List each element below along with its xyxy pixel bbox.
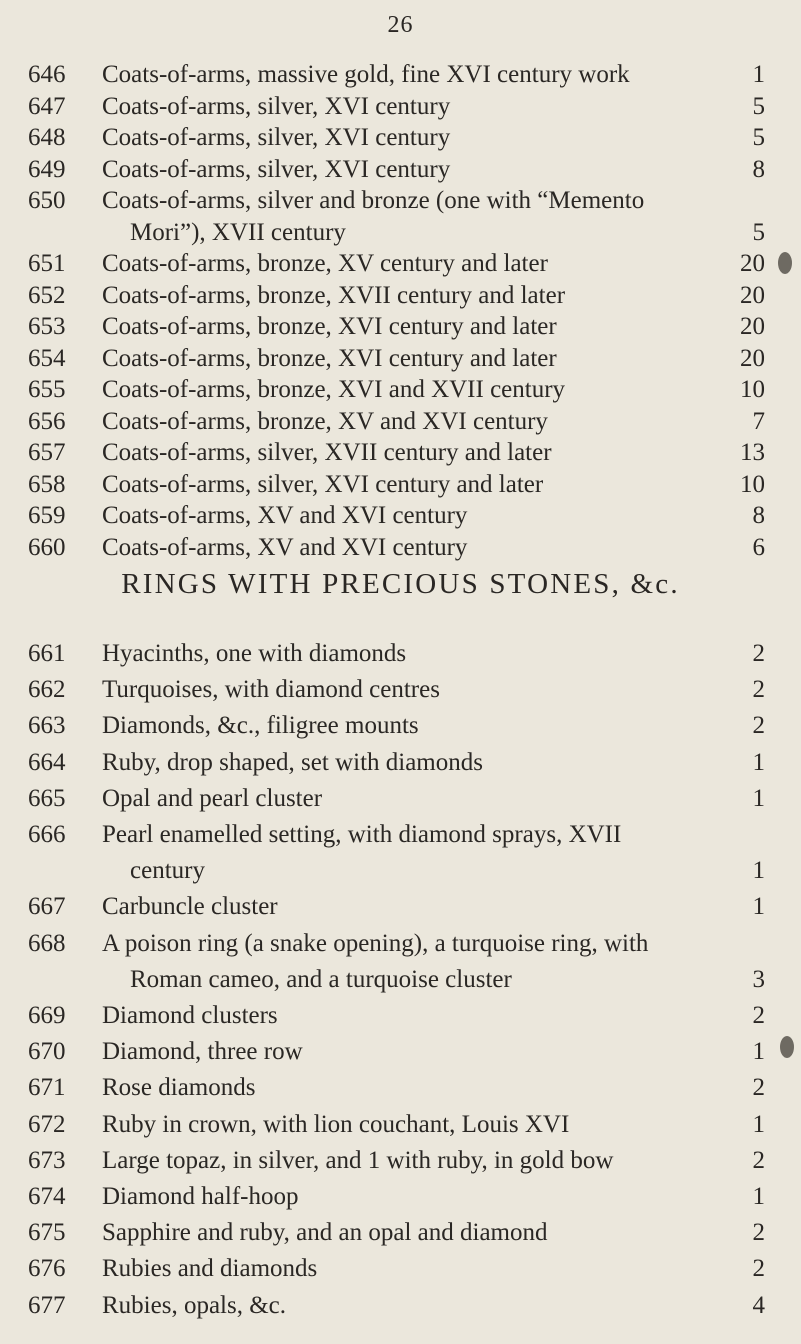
lot-number: 661 bbox=[28, 640, 66, 667]
item-quantity: 3 bbox=[752, 965, 765, 993]
item-description: Coats-of-arms, bronze, XV century and later bbox=[102, 250, 548, 277]
list-item bbox=[0, 818, 801, 852]
list-item bbox=[0, 405, 801, 439]
item-quantity: 2 bbox=[752, 712, 765, 740]
list-item bbox=[0, 436, 801, 470]
list-item bbox=[0, 90, 801, 124]
list-item-continuation bbox=[0, 963, 801, 997]
item-description: Coats-of-arms, XV and XVI century bbox=[102, 502, 468, 529]
lot-number: 652 bbox=[28, 281, 66, 309]
lot-number: 660 bbox=[28, 533, 66, 561]
lot-number: 646 bbox=[28, 61, 66, 88]
item-quantity: 1 bbox=[752, 748, 765, 776]
lot-number: 670 bbox=[28, 1038, 66, 1066]
lot-number: 648 bbox=[28, 124, 66, 151]
list-item bbox=[0, 999, 801, 1033]
item-quantity: 5 bbox=[752, 218, 765, 246]
list-item bbox=[0, 1180, 801, 1214]
item-quantity: 1 bbox=[752, 893, 765, 921]
list-item bbox=[0, 1252, 801, 1286]
list-item bbox=[0, 927, 801, 961]
item-description: Ruby in crown, with lion couchant, Louis XVI bbox=[102, 1110, 570, 1138]
lot-number: 649 bbox=[28, 155, 66, 183]
item-description: Coats-of-arms, bronze, XV and XVI century bbox=[102, 407, 548, 435]
item-quantity: 6 bbox=[752, 533, 765, 561]
list-item bbox=[0, 279, 801, 313]
item-description: Pearl enamelled setting, with diamond sprays, XVII bbox=[102, 821, 622, 848]
list-item bbox=[0, 184, 801, 218]
item-quantity: 1 bbox=[752, 857, 765, 885]
item-quantity: 20 bbox=[740, 281, 765, 309]
lot-number: 668 bbox=[28, 929, 66, 957]
lot-number: 672 bbox=[28, 1110, 66, 1138]
item-quantity: 1 bbox=[752, 1183, 765, 1210]
item-description: Coats-of-arms, bronze, XVII century and later bbox=[102, 281, 566, 309]
lot-number: 653 bbox=[28, 313, 66, 340]
item-quantity: 1 bbox=[752, 1110, 765, 1138]
list-item bbox=[0, 499, 801, 533]
list-item bbox=[0, 468, 801, 502]
item-description: Hyacinths, one with diamonds bbox=[102, 640, 407, 667]
item-description: Diamond half-hoop bbox=[102, 1183, 299, 1210]
item-quantity: 20 bbox=[740, 344, 765, 372]
item-quantity: 10 bbox=[740, 470, 765, 498]
item-description: Coats-of-arms, silver, XVII century and later bbox=[102, 439, 552, 466]
list-item bbox=[0, 890, 801, 924]
item-description-continued: Mori”), XVII century bbox=[130, 218, 346, 246]
item-description: Diamond clusters bbox=[102, 1002, 278, 1029]
list-item bbox=[0, 637, 801, 671]
item-quantity: 2 bbox=[752, 1255, 765, 1283]
lot-number: 659 bbox=[28, 502, 66, 529]
item-quantity: 2 bbox=[752, 640, 765, 667]
item-quantity: 2 bbox=[752, 1002, 765, 1029]
lot-number: 656 bbox=[28, 407, 66, 435]
item-quantity: 13 bbox=[740, 439, 765, 466]
page-number: 26 bbox=[387, 12, 414, 38]
lot-number: 654 bbox=[28, 344, 66, 372]
item-quantity: 5 bbox=[752, 92, 765, 120]
item-description: Coats-of-arms, bronze, XVI and XVII century bbox=[102, 376, 566, 403]
lot-number: 669 bbox=[28, 1002, 66, 1029]
lot-number: 676 bbox=[28, 1255, 66, 1283]
list-item bbox=[0, 342, 801, 376]
lot-number: 657 bbox=[28, 439, 66, 466]
item-quantity: 8 bbox=[752, 502, 765, 529]
list-item bbox=[0, 310, 801, 344]
item-description: A poison ring (a snake opening), a turquoise ring, with bbox=[102, 929, 649, 957]
list-item bbox=[0, 1071, 801, 1105]
lot-number: 673 bbox=[28, 1146, 66, 1174]
item-description-continued: century bbox=[130, 857, 205, 885]
lot-number: 647 bbox=[28, 92, 66, 120]
item-quantity: 4 bbox=[752, 1291, 765, 1319]
list-item bbox=[0, 1289, 801, 1323]
item-description: Coats-of-arms, silver, XVI century bbox=[102, 124, 451, 151]
item-quantity: 2 bbox=[752, 1219, 765, 1247]
list-item bbox=[0, 153, 801, 187]
item-description: Coats-of-arms, silver, XVI century bbox=[102, 155, 451, 183]
item-description-continued: Roman cameo, and a turquoise cluster bbox=[130, 965, 512, 993]
item-quantity: 20 bbox=[740, 313, 765, 340]
list-item bbox=[0, 1216, 801, 1250]
item-description: Coats-of-arms, bronze, XVI century and later bbox=[102, 344, 557, 372]
list-item bbox=[0, 709, 801, 743]
item-description: Coats-of-arms, silver, XVI century bbox=[102, 92, 451, 120]
item-description: Rose diamonds bbox=[102, 1074, 256, 1102]
item-description: Coats-of-arms, silver and bronze (one with “Memento bbox=[102, 187, 645, 214]
list-item bbox=[0, 1108, 801, 1142]
section-heading: RINGS WITH PRECIOUS STONES, &c. bbox=[121, 568, 680, 600]
item-quantity: 1 bbox=[752, 1038, 765, 1066]
item-description: Carbuncle cluster bbox=[102, 893, 278, 921]
item-description: Coats-of-arms, XV and XVI century bbox=[102, 533, 468, 561]
item-quantity: 2 bbox=[752, 676, 765, 704]
item-quantity: 8 bbox=[752, 155, 765, 183]
item-description: Large topaz, in silver, and 1 with ruby, in gold bow bbox=[102, 1146, 614, 1174]
lot-number: 662 bbox=[28, 676, 66, 704]
item-description: Coats-of-arms, massive gold, fine XVI century work bbox=[102, 61, 630, 88]
item-description: Rubies and diamonds bbox=[102, 1255, 318, 1283]
item-quantity: 2 bbox=[752, 1146, 765, 1174]
list-item bbox=[0, 247, 801, 281]
list-item bbox=[0, 1035, 801, 1069]
item-description: Sapphire and ruby, and an opal and diamond bbox=[102, 1219, 548, 1247]
lot-number: 663 bbox=[28, 712, 66, 740]
item-description: Coats-of-arms, bronze, XVI century and later bbox=[102, 313, 557, 340]
lot-number: 667 bbox=[28, 893, 66, 921]
lot-number: 658 bbox=[28, 470, 66, 498]
item-description: Rubies, opals, &c. bbox=[102, 1291, 287, 1319]
lot-number: 655 bbox=[28, 376, 66, 403]
list-item bbox=[0, 782, 801, 816]
binding-hole-lower bbox=[780, 1036, 794, 1058]
lot-number: 674 bbox=[28, 1183, 66, 1210]
item-quantity: 7 bbox=[752, 407, 765, 435]
item-description: Diamonds, &c., filigree mounts bbox=[102, 712, 419, 740]
lot-number: 664 bbox=[28, 748, 66, 776]
item-quantity: 20 bbox=[740, 250, 765, 277]
item-description: Ruby, drop shaped, set with diamonds bbox=[102, 748, 483, 776]
lot-number: 675 bbox=[28, 1219, 66, 1247]
item-quantity: 2 bbox=[752, 1074, 765, 1102]
binding-hole-upper bbox=[778, 252, 792, 274]
item-quantity: 5 bbox=[752, 124, 765, 151]
lot-number: 671 bbox=[28, 1074, 66, 1102]
item-description: Opal and pearl cluster bbox=[102, 784, 323, 812]
list-item bbox=[0, 373, 801, 407]
lot-number: 651 bbox=[28, 250, 66, 277]
item-description: Diamond, three row bbox=[102, 1038, 303, 1066]
list-item bbox=[0, 531, 801, 565]
item-description: Turquoises, with diamond centres bbox=[102, 676, 440, 704]
list-item-continuation bbox=[0, 854, 801, 888]
item-quantity: 1 bbox=[752, 784, 765, 812]
list-item-continuation bbox=[0, 216, 801, 250]
list-item bbox=[0, 673, 801, 707]
list-item bbox=[0, 58, 801, 92]
lot-number: 666 bbox=[28, 821, 66, 848]
lot-number: 677 bbox=[28, 1291, 66, 1319]
item-quantity: 10 bbox=[740, 376, 765, 403]
list-item bbox=[0, 1144, 801, 1178]
lot-number: 650 bbox=[28, 187, 66, 214]
list-item bbox=[0, 746, 801, 780]
lot-number: 665 bbox=[28, 784, 66, 812]
item-quantity: 1 bbox=[752, 61, 765, 88]
item-description: Coats-of-arms, silver, XVI century and later bbox=[102, 470, 544, 498]
list-item bbox=[0, 121, 801, 155]
